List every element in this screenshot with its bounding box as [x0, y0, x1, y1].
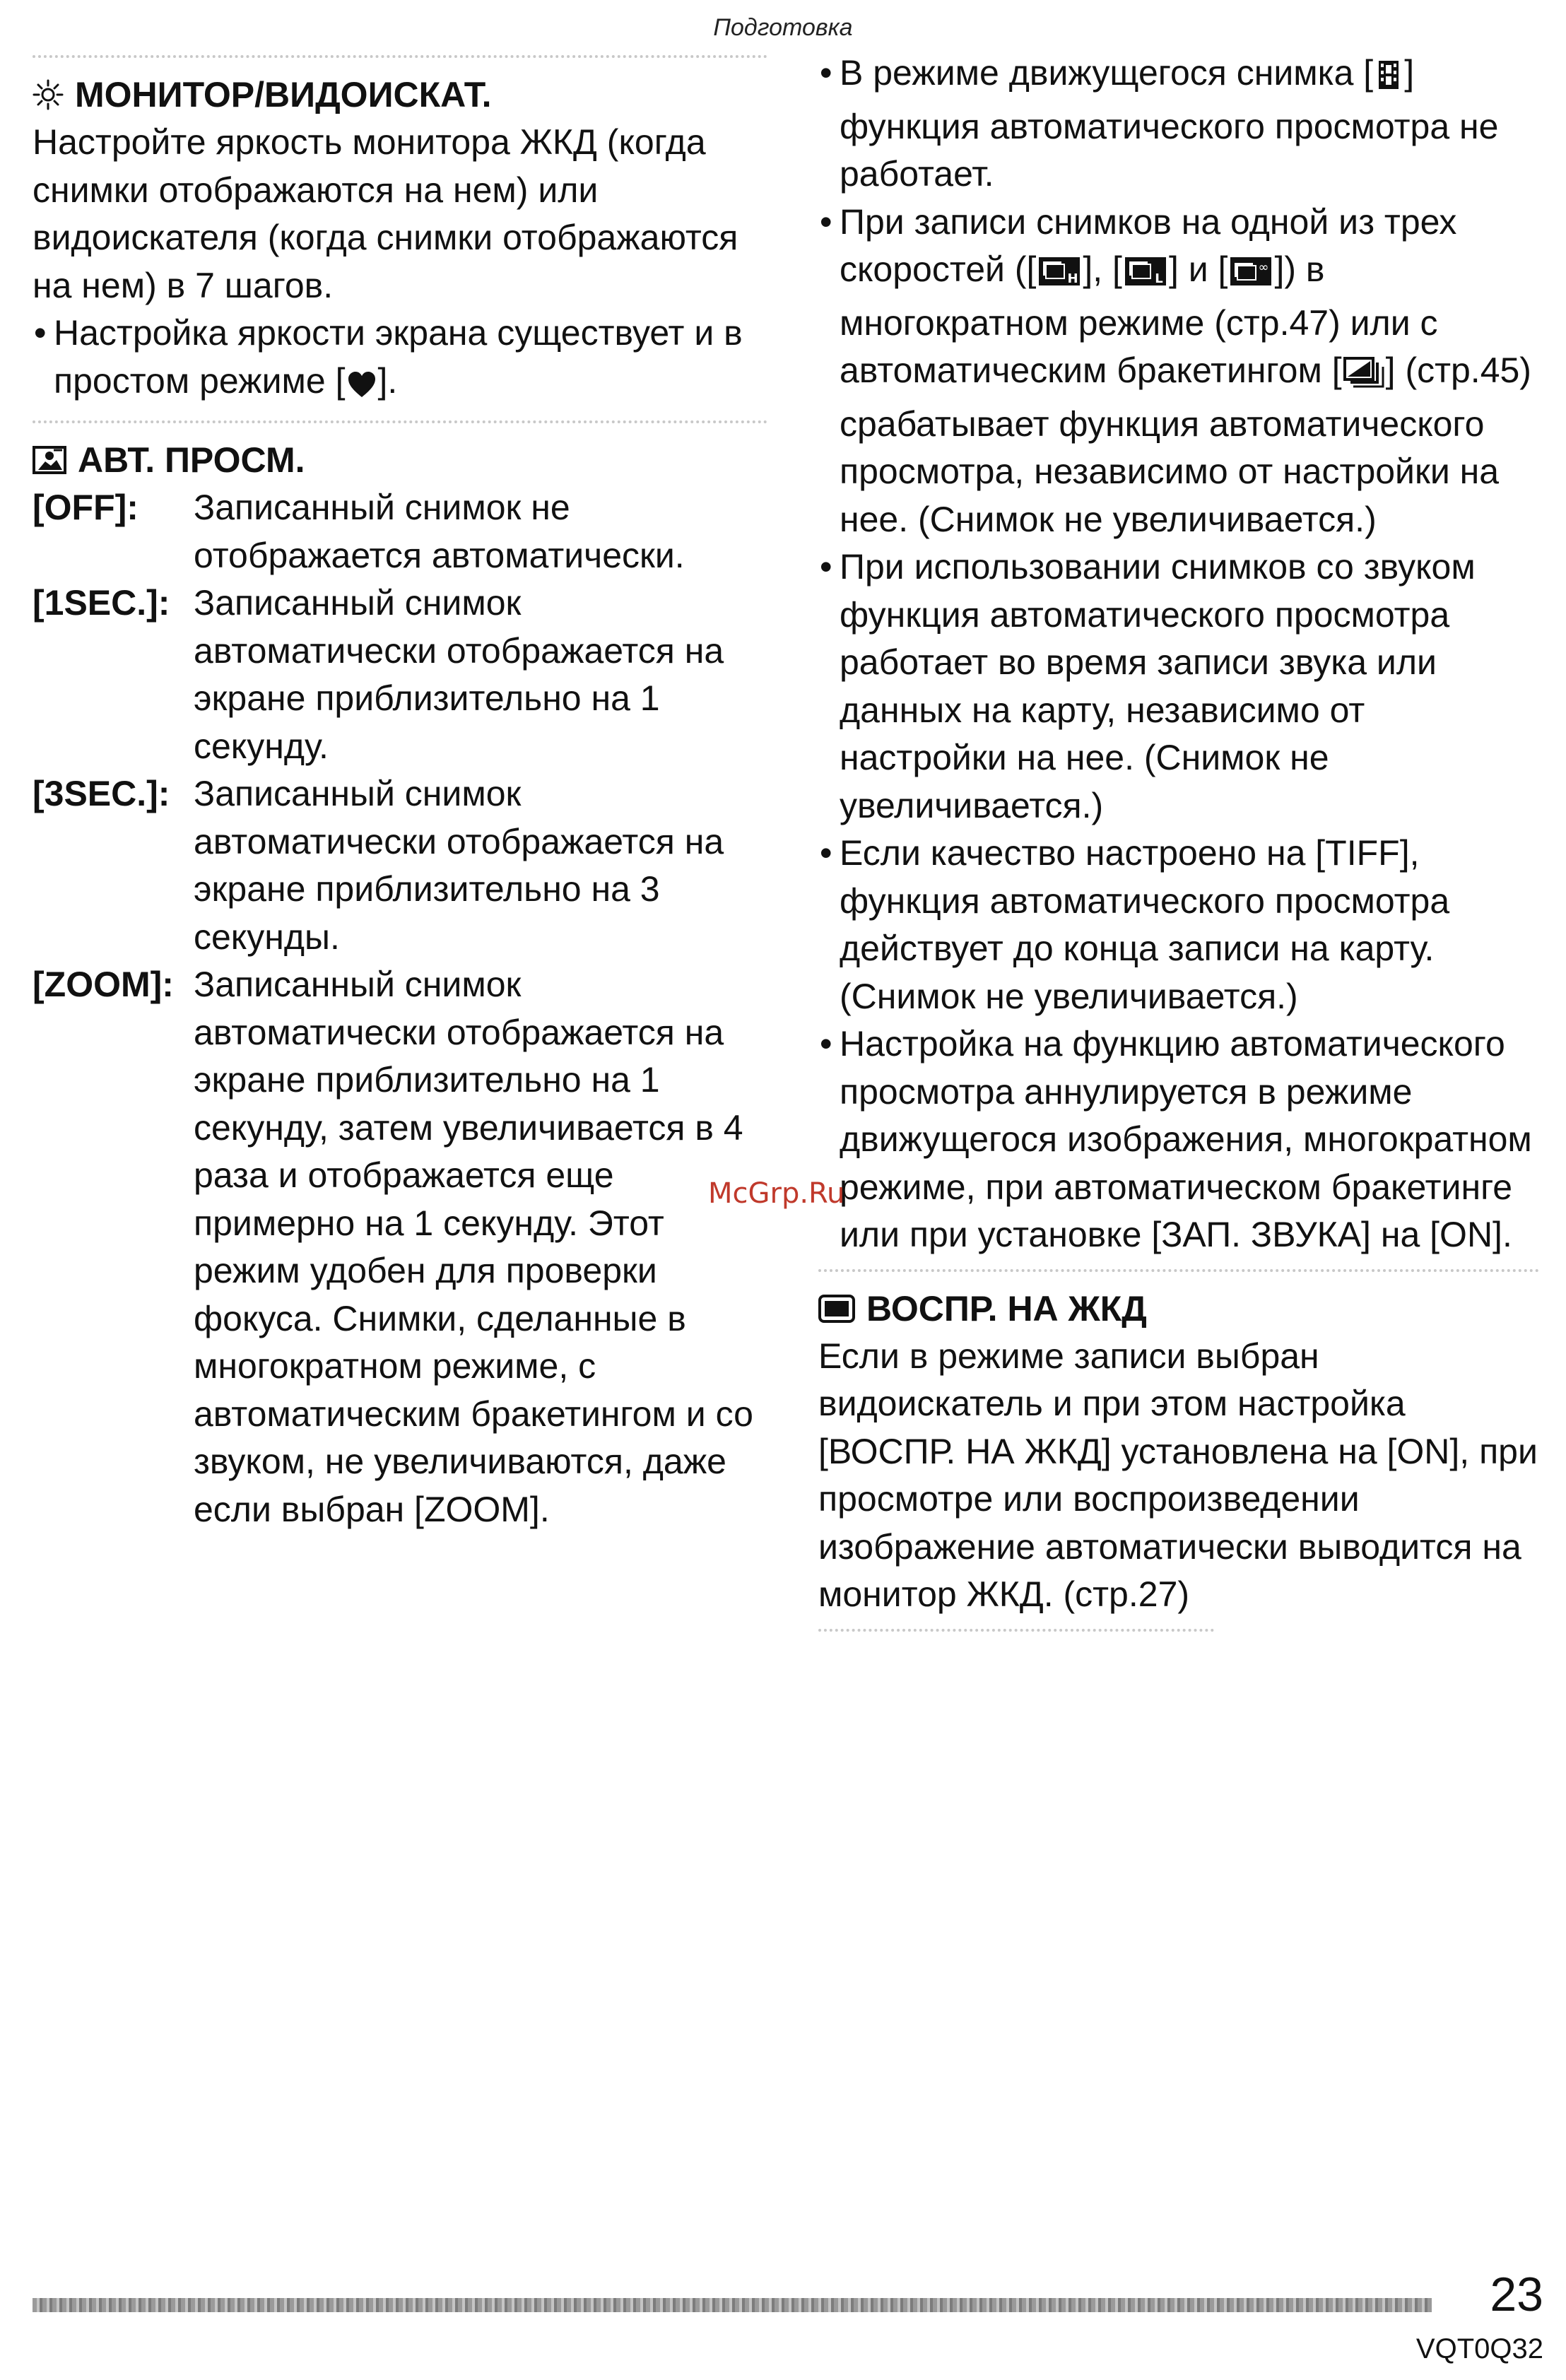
option-term: [3SEC.]:	[33, 774, 170, 813]
auto-review-options	[33, 484, 767, 1533]
running-head: Подготовка	[713, 14, 853, 41]
svg-text:H: H	[1067, 271, 1078, 286]
auto-review-icon	[33, 444, 66, 476]
burst-unlimited-icon	[1229, 252, 1273, 300]
monitor-bullet: • Настройка яркости экрана существует и в простом режиме [ ].	[33, 310, 767, 411]
dotted-divider	[33, 55, 767, 58]
auto-bracket-icon	[1343, 353, 1384, 401]
option-row	[33, 484, 767, 579]
heart-icon	[347, 363, 377, 411]
note-bullet: • При использовании снимков со звуком функция автоматического просмотра работает во время записи звука или данных на карту, независимо от настройки на нее. (Снимок не увеличивается.)	[820, 547, 1476, 825]
page-number: 23	[1490, 2268, 1543, 2321]
auto-review-heading	[33, 436, 767, 484]
document-code: VQT0Q32	[1415, 2333, 1543, 2364]
dotted-divider	[33, 420, 767, 423]
option-row	[33, 579, 767, 770]
monitor-title: МОНИТОР/ВИДОИСКАТ.	[75, 75, 492, 114]
dotted-divider	[818, 1629, 1214, 1632]
option-desc: Записанный снимок автоматически отображается на экране приблизительно на 3 секунды.	[194, 774, 724, 957]
dotted-divider	[818, 1269, 1539, 1272]
option-term: [OFF]:	[33, 488, 139, 527]
note-bullet: • В режиме движущегося снимка [ ] функция автоматического просмотра не работает.	[820, 53, 1499, 194]
note-bullet: • Настройка на функцию автоматического просмотра аннулируется в режиме движущегося изображения, многократном режиме, при автоматическом бракетинге или при установке [ЗАП. ЗВУКА] на [ON].	[820, 1024, 1532, 1254]
note-bullet: • При записи снимков на одной из трех скоростей ([ H ], [ L ] и [ ∞ ]) в многократном режиме (стр.47) или с автоматическим бракетингом [ ] (стр.45) срабатывает функция автоматического просмотра, независимо от настройки на нее. (Снимок не увеличивается.)	[820, 201, 1531, 539]
lcd-heading	[818, 1285, 1539, 1333]
lcd-title: ВОСПР. НА ЖКД	[866, 1288, 1147, 1329]
monitor-heading	[33, 71, 767, 119]
option-term: [ZOOM]:	[33, 965, 174, 1004]
option-desc: Записанный снимок автоматически отображается на экране приблизительно на 1 секунду.	[194, 583, 724, 766]
svg-text:L: L	[1155, 271, 1163, 286]
option-desc: Записанный снимок не отображается автоматически.	[194, 488, 685, 575]
lcd-paragraph: Если в режиме записи выбран видоискатель и при этом настройка [ВОСПР. НА ЖКД] установлена на [ON], при просмотре или воспроизведении изображение автоматически выводится на монитор ЖКД. (стр.27)	[818, 1336, 1538, 1614]
burst-high-icon	[1037, 252, 1081, 300]
lcd-monitor-icon	[818, 1293, 855, 1324]
svg-text:∞: ∞	[1258, 260, 1269, 275]
motion-picture-icon	[1374, 55, 1403, 103]
auto-review-title: АВТ. ПРОСМ.	[78, 440, 305, 480]
watermark: McGrp.Ru	[708, 1177, 845, 1210]
burst-low-icon	[1124, 252, 1167, 300]
left-column	[33, 49, 767, 1533]
note-bullet: • Если качество настроено на [TIFF], функция автоматического просмотра действует до конца записи на карту. (Снимок не увеличивается.)	[820, 833, 1450, 1016]
option-desc: Записанный снимок автоматически отображается на экране приблизительно на 1 секунду, затем увеличивается в 4 раза и отображается еще примерно на 1 секунду. Этот режим удобен для проверки фокуса. Снимки, сделанные в многократном режиме, с автоматическим бракетингом и со звуком, не увеличиваются, даже если выбран [ZOOM].	[194, 965, 753, 1529]
option-row	[33, 770, 767, 961]
monitor-paragraph: Настройте яркость монитора ЖКД (когда снимки отображаются на нем) или видоискателя (когда снимки отображаются на нем) в 7 шагов.	[33, 122, 738, 305]
option-row	[33, 961, 767, 1533]
right-column	[818, 49, 1539, 1644]
option-term: [1SEC.]:	[33, 583, 170, 623]
sun-icon	[33, 79, 64, 110]
footer-bar	[33, 2298, 1432, 2312]
